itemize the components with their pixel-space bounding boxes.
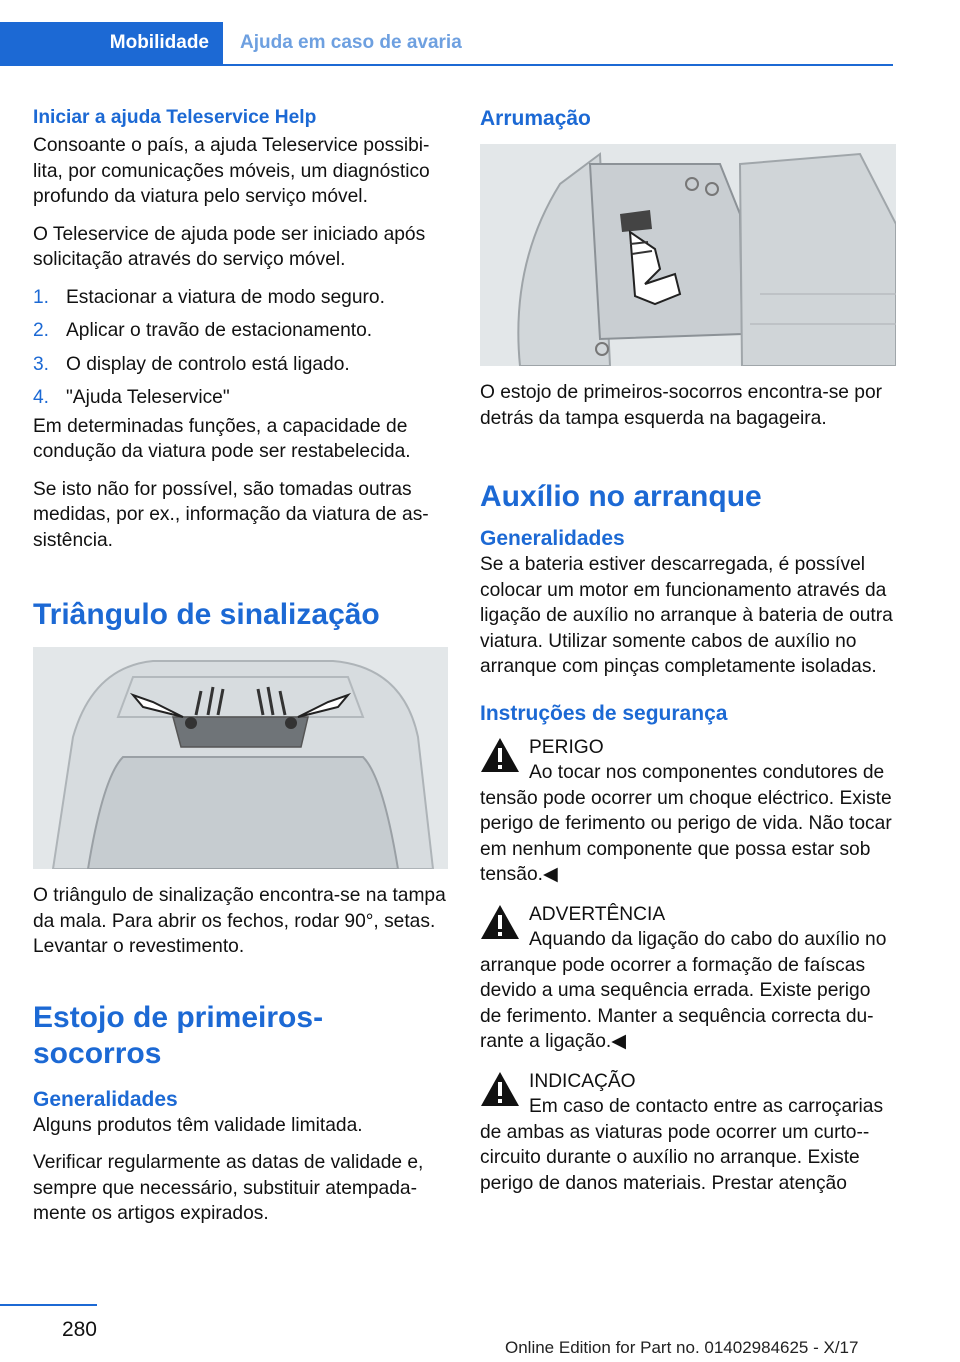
footer-rule [0, 1304, 97, 1306]
warning-notice [480, 1069, 896, 1197]
jump-general-para: Se a bateria estiver descarregada, é possível colocar um motor em funcionamento através da ligação de auxílio no arranque à bateria de outra viatura. Utilizar somente cabos de auxílio no arranque com pinças completamente isoladas. [480, 554, 893, 677]
firstaid-heading: Estojo de primeiros-socorros [33, 1000, 324, 1070]
teleservice-subheading: Iniciar a ajuda Teleservice Help [33, 107, 317, 128]
warning-triangle-icon [480, 1071, 520, 1107]
warning-body: Aquando da ligação do cabo do auxílio no arranque pode ocorrer a formação de faíscas devido a uma sequência errada. Existe perigo de ferimento. Manter a sequência correcta durante a ligação.◀ [480, 929, 887, 1052]
safety-heading: Instruções de segurança [480, 701, 728, 725]
step-item [33, 352, 448, 378]
firstaid-general-heading: Generalidades [33, 1087, 178, 1111]
step-number: 1. [33, 286, 50, 308]
jump-general-heading: Generalidades [480, 527, 625, 550]
teleservice-para-4: Se isto não for possível, são tomadas outras medidas, por ex., informação da viatura de assistência. [33, 478, 429, 551]
left-column [33, 105, 448, 1239]
triangle-illustration [33, 647, 448, 869]
teleservice-para-1: Consoante o país, a ajuda Teleservice possibilita, por comunicações móveis, um diagnóstico profundo da viatura pelo serviço móvel. [33, 135, 430, 207]
triangle-heading: Triângulo de sinalização [33, 598, 380, 631]
step-text: Estacionar a viatura de modo seguro. [66, 286, 385, 308]
step-text: "Ajuda Teleservice" [66, 387, 230, 408]
teleservice-para-2: O Teleservice de ajuda pode ser iniciado após solicitação através do serviço móvel. [33, 223, 426, 270]
step-number: 3. [33, 353, 50, 375]
tab-mobilidade[interactable]: Mobilidade [0, 22, 223, 64]
trunk-lid-drawing [33, 647, 448, 869]
step-text: O display de controlo está ligado. [66, 353, 350, 375]
step-number: 4. [33, 387, 50, 408]
warning-caution [480, 902, 896, 1055]
teleservice-para-3: Em determinadas funções, a capacidade de condução da viatura pode ser restabelecida. [33, 415, 411, 462]
storage-illustration [480, 144, 896, 366]
step-text: Aplicar o travão de estacionamento. [66, 320, 373, 341]
step-item [33, 385, 448, 411]
step-item [33, 285, 448, 311]
trunk-interior-drawing [480, 144, 896, 366]
firstaid-para-2: Verificar regularmente as datas de validade e, sempre que necessário, substituir atempadamente os artigos expirados. [33, 1152, 424, 1224]
step-item [33, 318, 448, 344]
storage-heading: Arrumação [480, 107, 591, 130]
right-column [480, 105, 896, 1210]
warning-body: Ao tocar nos componentes condutores de tensão pode ocorrer um choque eléctrico. Existe perigo de ferimento ou perigo de vida. Não tocar em nenhum componente que possa estar sob tensão.◀ [480, 762, 892, 885]
edition-note: Online Edition for Part no. 01402984625 - X/17 [505, 1338, 859, 1357]
warning-triangle-icon [480, 904, 520, 940]
triangle-caption: O triângulo de sinalização encontra-se na tampa da mala. Para abrir os fechos, rodar 90°, setas. Levantar o revestimento. [33, 885, 446, 957]
step-number: 2. [33, 320, 50, 341]
warning-title: PERIGO [529, 736, 604, 758]
teleservice-steps [33, 285, 448, 411]
warning-title: INDICAÇÃO [529, 1070, 636, 1092]
tab-ajuda-avaria[interactable]: Ajuda em caso de avaria [240, 32, 462, 53]
jump-start-heading: Auxílio no arranque [480, 480, 762, 513]
firstaid-para-1: Alguns produtos têm validade limitada. [33, 1114, 363, 1136]
page-number: 280 [61, 1318, 97, 1341]
storage-caption: O estojo de primeiros-socorros encontra-se por detrás da tampa esquerda na bagageira. [480, 382, 883, 429]
warning-title: ADVERTÊNCIA [529, 903, 666, 925]
page-header [0, 22, 893, 66]
warning-danger [480, 735, 896, 888]
warning-triangle-icon [480, 737, 520, 773]
warning-body: Em caso de contacto entre as carroçarias de ambas as viaturas pode ocorrer um curto-circuito durante o auxílio no arranque. Existe perigo de danos materiais. Prestar atenção [480, 1096, 884, 1194]
